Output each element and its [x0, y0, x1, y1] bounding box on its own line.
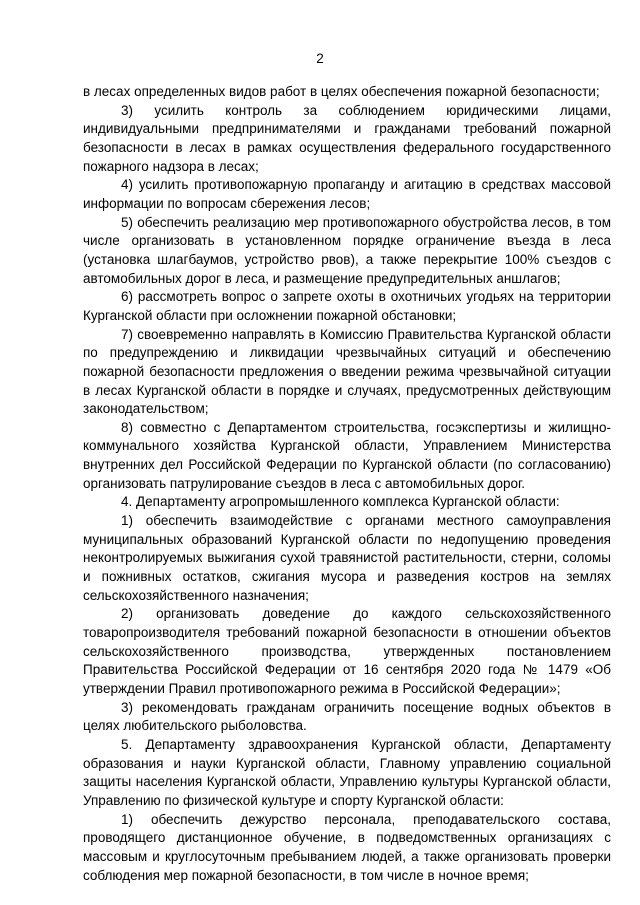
section-4-item-1: 1) обеспечить взаимодействие с органами местного самоуправления муниципальных образований Курганской области по недопущению проведения неконтролируемых выжигания сухой травянистой растительности, стерни, соломы и пожнивных остатков, сжигания мусора и разведения костров на землях сельскохозяйственного назначения;	[83, 513, 611, 603]
section-4-item-2: 2) организовать доведение до каждого сельскохозяйственного товаропроизводителя требований пожарной безопасности в отношении объектов сельскохозяйственного производства, утвержденных постановлением Правительства Российской Федерации от 16 сентября 2020 года № 1479 «Об утверждении Правил противопожарного режима в Российской Федерации»;	[83, 606, 611, 696]
paragraph-item-5: 5) обеспечить реализацию мер противопожарного обустройства лесов, в том числе организовать в установленном порядке ограничение въезда в леса (установка шлагбаумов, устройство рвов), а также перекрытие 100% съездов с автомобильных дорог в леса, и размещение предупредительных аншлагов;	[83, 214, 611, 286]
section-4-heading: 4. Департаменту агропромышленного комплекса Курганской области:	[121, 494, 560, 510]
paragraph-item-4: 4) усилить противопожарную пропаганду и агитацию в средствах массовой информации по вопросам сбережения лесов;	[83, 177, 611, 211]
page-number: 2	[316, 51, 324, 66]
section-5-item-1: 1) обеспечить дежурство персонала, преподавательского состава, проводящего дистанционное обучение, в подведомственных организациях с массовым и круглосуточным пребыванием людей, а также организовать проверки соблюдения мер пожарной безопасности, в том числе в ночное время;	[83, 811, 611, 883]
section-5-heading: 5. Департаменту здравоохранения Курганской области, Департаменту образования и науки Курганской области, Главному управлению социальной защиты населения Курганской области, Управлению культуры Курганской области, Управлению по физической культуре и спорту Курганской области:	[83, 736, 611, 808]
section-4-item-3: 3) рекомендовать гражданам ограничить посещение водных объектов в целях любительского рыболовства.	[83, 699, 611, 734]
document-body	[83, 83, 611, 885]
paragraph-continuation: в лесах определенных видов работ в целях обеспечения пожарной безопасности;	[83, 84, 600, 99]
paragraph-item-8: 8) совместно с Департаментом строительства, госэкспертизы и жилищно-коммунального хозяйства Курганской области, Управлением Министерства внутренних дел Российской Федерации по Курганской области (по согласованию) организовать патрулирование съездов в леса с автомобильных дорог.	[83, 419, 611, 491]
paragraph-item-3: 3) усилить контроль за соблюдением юридическими лицами, индивидуальными предпринимателями и гражданами требований пожарной безопасности в лесах в рамках осуществления федерального государственного пожарного надзора в лесах;	[83, 102, 611, 174]
paragraph-item-7: 7) своевременно направлять в Комиссию Правительства Курганской области по предупреждению и ликвидации чрезвычайных ситуаций и обеспечению пожарной безопасности предложения о введении режима чрезвычайной ситуации в лесах Курганской области в порядке и случаях, предусмотренных действующим законодательством;	[83, 326, 611, 417]
paragraph-item-6: 6) рассмотреть вопрос о запрете охоты в охотничьих угодьях на территории Курганской области при осложнении пожарной обстановки;	[83, 289, 611, 323]
